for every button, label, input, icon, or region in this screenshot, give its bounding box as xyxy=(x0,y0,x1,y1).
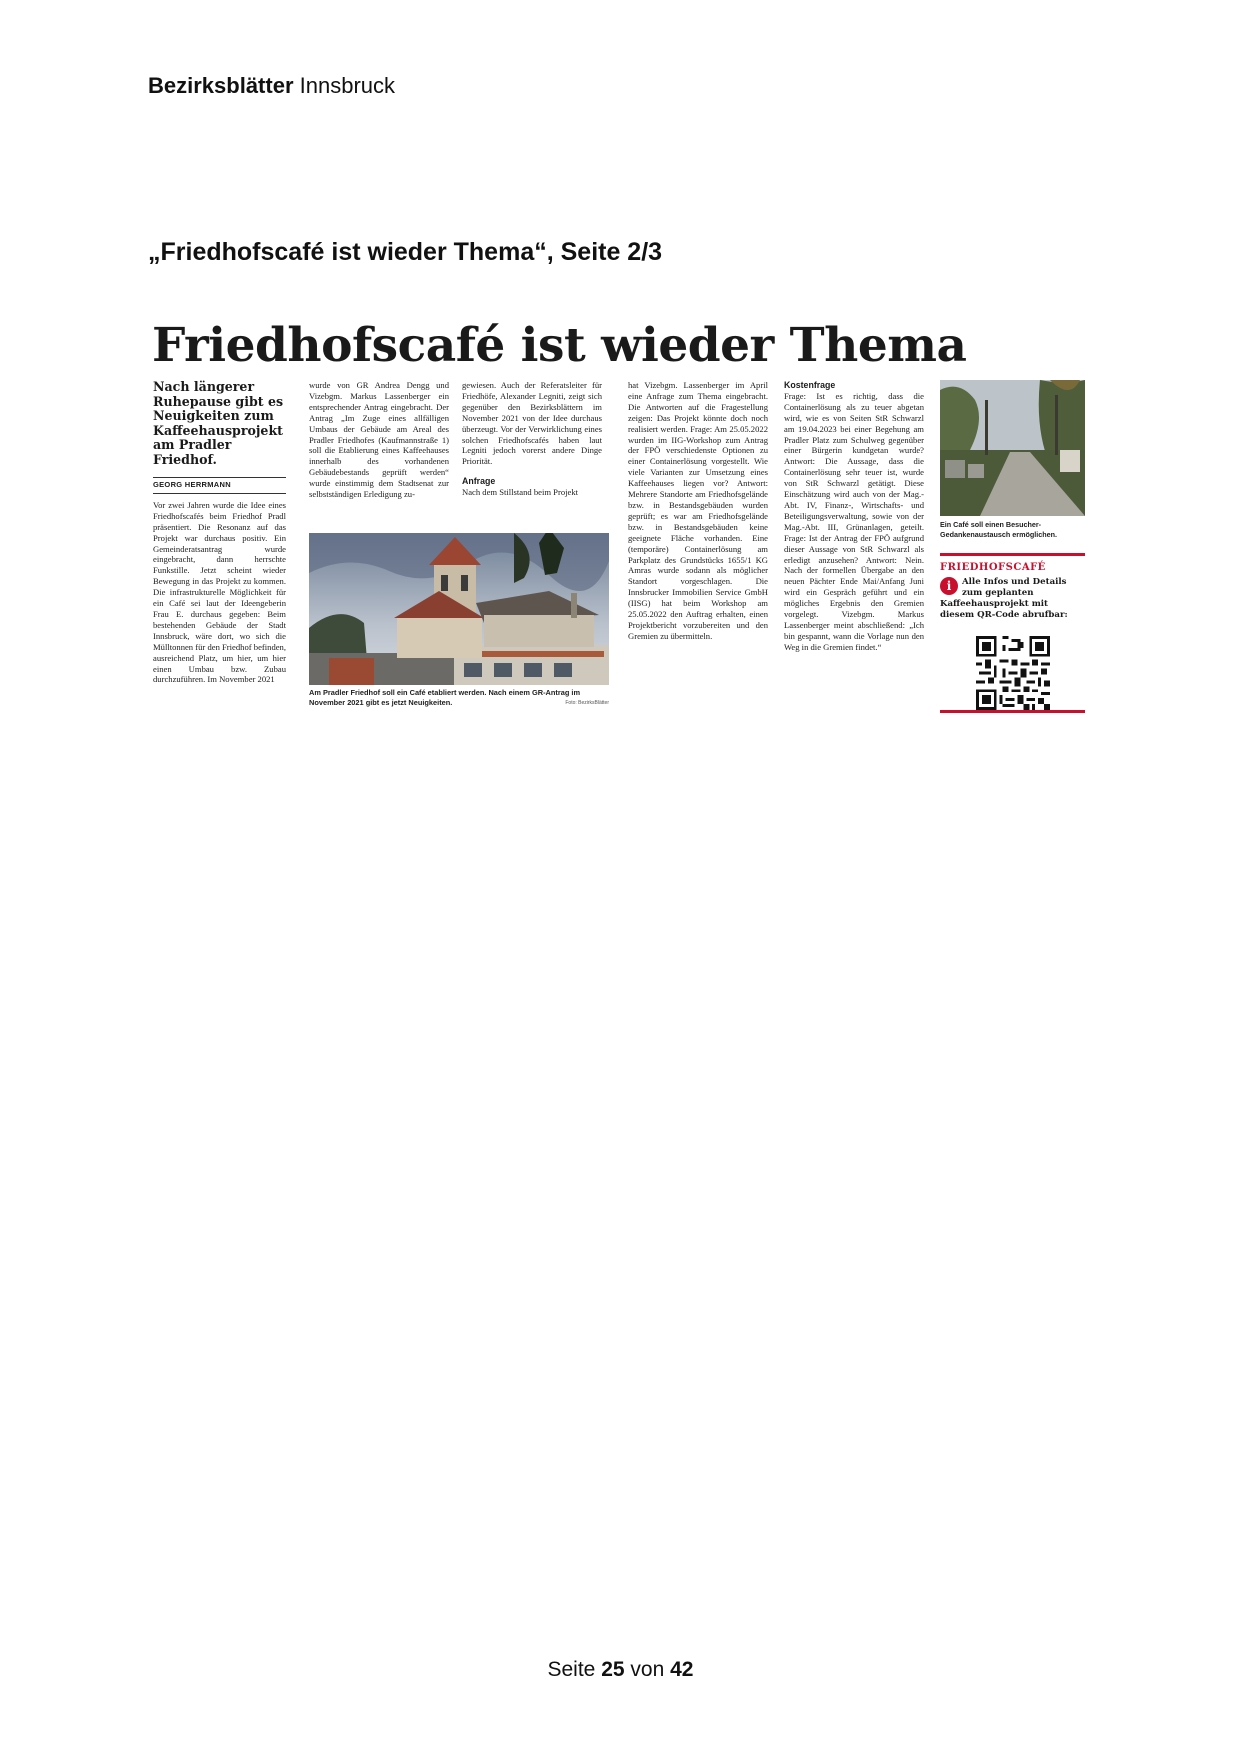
article-column-1 xyxy=(153,380,286,685)
article-text-4: hat Vizebgm. Lassenberger im April eine Anfrage zum Thema eingebracht. Die Antworten auf die Fragestellung zeigen: Das Projekt könnte doch noch realisiert werden. Frage: Am 25.05.2022 wurden im IIG-Workshop zum Antrag der FPÖ verschiedenste Optionen zu einer Containerlösung vorgestellt. Wie viele Varianten zur Umsetzung eines Kaffeehauses liegen vor? Antwort: Mehrere Standorte am Friedhofsgelände bzw. in Bestandsgebäuden wurden geprüft; es war am Friedhofsgelände bzw. in Bestandsgebäuden keine geeignete Fläche vorhanden. Eine (temporäre) Containerlösung am Parkplatz des Grundstücks 1655/1 KG Amras wurde sodann als möglicher Standort vorgeschlagen. Die Innsbrucker Immobilien Service GmbH (IISG) hat beim Workshop am 25.05.2022 den Auftrag erhalten, einen Projektbericht vorzubereiten und den Gremien zu übermitteln. xyxy=(628,380,768,641)
article-text-3b: Nach dem Stillstand beim Projekt xyxy=(462,487,578,498)
page-footer xyxy=(0,1658,1241,1682)
info-icon: i xyxy=(940,577,958,595)
newspaper-clipping xyxy=(152,318,1087,718)
article-column-2 xyxy=(309,380,449,500)
page-subtitle: „Friedhofscafé ist wieder Thema“, Seite 2/3 xyxy=(148,238,663,266)
page-header xyxy=(148,73,395,99)
header-region: Innsbruck xyxy=(299,73,396,98)
article-text-1: Vor zwei Jahren wurde die Idee eines Friedhofscafés beim Friedhof Pradl präsentiert. Die Resonanz auf das Projekt war durchaus positiv. Ein Gemeinderatsantrag wurde eingebracht, dann herrschte Funkstille. Jetzt scheint wieder Bewegung in das Projekt zu kommen. Die infrastrukturelle Möglichkeit für ein Café sei laut der Ideengeberin Frau E. durchaus gegeben: Beim bestehenden Gebäude der Stadt Innsbruck, wäre dort, wo sich die Mülltonnen für den Friedhof befinden, ausreichend Platz, um hier, um hier einen Umbau bzw. Zubau durchzuführen. Im November 2021 xyxy=(153,499,286,685)
photo-caption-1 xyxy=(309,688,609,708)
qr-code[interactable] xyxy=(976,636,1050,710)
church-photo xyxy=(309,533,609,685)
article-column-3 xyxy=(462,380,602,498)
caption-1-text: Am Pradler Friedhof soll ein Café etabliert werden. Nach einem GR-Antrag im November 2021 gibt es jetzt Neuigkeiten. xyxy=(309,688,581,707)
article-author: GEORG HERRMANN xyxy=(153,477,286,494)
info-box-body: Alle Infos und Details zum geplanten Kaffeehausprojekt mit diesem QR-Code abrufbar: xyxy=(940,577,1068,620)
header-brand: Bezirksblätter xyxy=(148,73,294,98)
article-text-2: wurde von GR Andrea Dengg und Vizebgm. Markus Lassenberger ein entsprechender Antrag eingebracht. Der Antrag „Im Zuge eines allfälligen Umbaus der Gebäude am Areal des Pradler Friedhofes (Kaufmannstraße 1) soll die Etablierung eines Kaffeehauses innerhalb des vorhandenen Gebäudebestands geprüft werden“ wurde einstimmig dem Stadtsenat zur selbstständigen Erledigung zu- xyxy=(309,380,449,500)
info-box-text xyxy=(940,577,1085,621)
footer-prefix: Seite xyxy=(547,1658,596,1681)
subhead-anfrage: Anfrage xyxy=(462,476,496,487)
cemetery-path-photo xyxy=(940,380,1085,516)
photo-caption-2: Ein Café soll einen Besucher-Gedankenaustausch ermöglichen. xyxy=(940,520,1058,539)
photo-credit: Foto: BezirksBlätter xyxy=(565,700,609,706)
subhead-kostenfrage: Kostenfrage xyxy=(784,380,836,390)
article-column-4 xyxy=(628,380,768,642)
article-text-5: Frage: Ist es richtig, dass die Containerlösung als zu teuer abgetan wird, wie es von Seiten StR Schwarzl am 19.04.2023 bei einer Begehung am Pradler Platz zum Schulweg gegenüber einer Bürgerin kundgetan wurde? Antwort: Die Aussage, dass die Containerlösung sehr teuer ist, wurde von StR Schwarzl getätigt. Diese Einschätzung wird auch von der Mag.-Abt. IV, Finanz-, Wirtschafts- und Beteiligungsverwaltung, sowie von der Mag.-Abt. III, Grünanlagen, geteilt. Frage: Ist der Antrag der FPÖ aufgrund dieser Aussage von StR Schwarzl als erledigt anzusehen? Antwort: Nein. Nach der formellen Übergabe an den neuen Pächter Ende Mai/Anfang Juni wird ein Gespräch geführt und ein mögliches Ergebnis den Gremien vorgelegt. Vizebgm. Markus Lassenberger meint abschließend: „Ich bin gespannt, wann die Vorlage nun den Weg in die Gremien findet.“ xyxy=(784,390,924,652)
footer-total: 42 xyxy=(670,1658,694,1681)
footer-middle: von xyxy=(630,1658,665,1681)
article-lead: Nach längerer Ruhepause gibt es Neuigkeiten zum Kaffeehausprojekt am Pradler Friedhof. xyxy=(153,379,284,467)
info-box-title: FRIEDHOFSCAFÉ xyxy=(940,562,1046,573)
article-text-3: gewiesen. Auch der Referatsleiter für Friedhöfe, Alexander Legniti, zeigt sich gegenüber den Bezirksblättern im November 2021 von der Idee durchaus überzeugt. Vor der Verwirklichung eines solchen Friedhofscafés haben laut Legniti jedoch vorerst andere Dinge Priorität. xyxy=(462,380,602,467)
article-column-5 xyxy=(784,380,924,653)
footer-page: 25 xyxy=(601,1658,625,1681)
info-box xyxy=(940,553,1085,713)
article-headline: Friedhofscafé ist wieder Thema xyxy=(152,318,967,373)
